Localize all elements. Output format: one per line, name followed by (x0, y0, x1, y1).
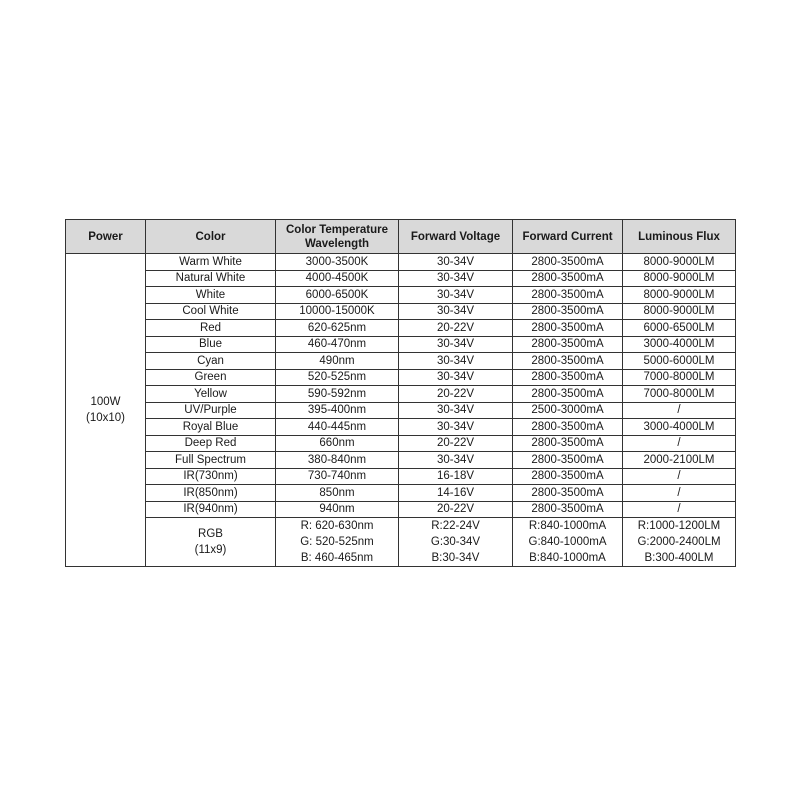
rgb-current-cell (513, 518, 623, 567)
color-cell: Blue (146, 336, 276, 353)
voltage-cell: 20-22V (399, 386, 513, 403)
table-row (66, 303, 736, 320)
temperature-cell: 460-470nm (276, 336, 399, 353)
flux-cell: / (623, 402, 736, 419)
voltage-cell: 30-34V (399, 369, 513, 386)
current-cell: 2800-3500mA (513, 369, 623, 386)
table-row (66, 270, 736, 287)
temperature-cell: 440-445nm (276, 419, 399, 436)
table-row-rgb (66, 518, 736, 567)
flux-cell: / (623, 435, 736, 452)
flux-cell: 8000-9000LM (623, 303, 736, 320)
rgb-color-cell (146, 518, 276, 567)
rgb-voltage-line: G:30-34V (430, 536, 481, 548)
color-cell: Full Spectrum (146, 452, 276, 469)
rgb-current-line: R:840-1000mA (528, 520, 607, 532)
color-cell: Royal Blue (146, 419, 276, 436)
temperature-cell: 380-840nm (276, 452, 399, 469)
table-row (66, 452, 736, 469)
color-cell: Warm White (146, 254, 276, 271)
voltage-cell: 20-22V (399, 501, 513, 518)
table-row (66, 402, 736, 419)
temperature-cell: 850nm (276, 485, 399, 502)
temperature-cell: 3000-3500K (276, 254, 399, 271)
flux-cell: 5000-6000LM (623, 353, 736, 370)
header-forward-current: Forward Current (513, 220, 623, 254)
voltage-cell: 30-34V (399, 353, 513, 370)
temperature-cell: 660nm (276, 435, 399, 452)
color-cell: Red (146, 320, 276, 337)
current-cell: 2800-3500mA (513, 336, 623, 353)
color-cell: White (146, 287, 276, 304)
voltage-cell: 30-34V (399, 254, 513, 271)
flux-cell: 8000-9000LM (623, 270, 736, 287)
power-line1: 100W (90, 396, 121, 408)
flux-cell: 3000-4000LM (623, 336, 736, 353)
rgb-flux-line: B:300-400LM (644, 552, 714, 564)
color-cell: Green (146, 369, 276, 386)
header-power: Power (66, 220, 146, 254)
temperature-cell: 940nm (276, 501, 399, 518)
table-header-row (66, 220, 736, 254)
flux-cell: 8000-9000LM (623, 287, 736, 304)
voltage-cell: 30-34V (399, 287, 513, 304)
header-forward-voltage: Forward Voltage (399, 220, 513, 254)
rgb-flux-line: G:2000-2400LM (637, 536, 721, 548)
current-cell: 2800-3500mA (513, 485, 623, 502)
table-body (66, 254, 736, 567)
rgb-temp-line: R: 620-630nm (300, 520, 374, 532)
table-row (66, 419, 736, 436)
power-line2: (10x10) (86, 412, 125, 424)
color-cell: IR(940nm) (146, 501, 276, 518)
voltage-cell: 20-22V (399, 320, 513, 337)
header-color-temperature-line2: Wavelength (304, 237, 370, 250)
flux-cell: 6000-6500LM (623, 320, 736, 337)
color-cell: UV/Purple (146, 402, 276, 419)
flux-cell: / (623, 501, 736, 518)
table-row (66, 254, 736, 271)
header-color-temperature-line1: Color Temperature (285, 223, 389, 236)
flux-cell: 8000-9000LM (623, 254, 736, 271)
rgb-voltage-line: B:30-34V (431, 552, 480, 564)
temperature-cell: 590-592nm (276, 386, 399, 403)
current-cell: 2800-3500mA (513, 419, 623, 436)
current-cell: 2800-3500mA (513, 287, 623, 304)
current-cell: 2500-3000mA (513, 402, 623, 419)
temperature-cell: 6000-6500K (276, 287, 399, 304)
rgb-current-line: G:840-1000mA (528, 536, 607, 548)
temperature-cell: 520-525nm (276, 369, 399, 386)
current-cell: 2800-3500mA (513, 353, 623, 370)
table-row (66, 287, 736, 304)
rgb-current-line: B:840-1000mA (529, 552, 606, 564)
rgb-flux-cell (623, 518, 736, 567)
header-color-temperature (276, 220, 399, 254)
color-cell: IR(850nm) (146, 485, 276, 502)
table-row (66, 468, 736, 485)
rgb-voltage-cell (399, 518, 513, 567)
power-cell (66, 254, 146, 567)
current-cell: 2800-3500mA (513, 386, 623, 403)
header-luminous-flux: Luminous Flux (623, 220, 736, 254)
color-cell: Natural White (146, 270, 276, 287)
color-cell: Yellow (146, 386, 276, 403)
voltage-cell: 30-34V (399, 402, 513, 419)
table-row (66, 336, 736, 353)
temperature-cell: 10000-15000K (276, 303, 399, 320)
rgb-flux-line: R:1000-1200LM (637, 520, 721, 532)
current-cell: 2800-3500mA (513, 254, 623, 271)
table-row (66, 485, 736, 502)
color-cell: Deep Red (146, 435, 276, 452)
rgb-voltage-line: R:22-24V (431, 520, 480, 532)
table-row (66, 353, 736, 370)
voltage-cell: 30-34V (399, 270, 513, 287)
voltage-cell: 30-34V (399, 419, 513, 436)
flux-cell: / (623, 485, 736, 502)
flux-cell: 7000-8000LM (623, 369, 736, 386)
flux-cell: 3000-4000LM (623, 419, 736, 436)
temperature-cell: 4000-4500K (276, 270, 399, 287)
voltage-cell: 30-34V (399, 452, 513, 469)
color-cell: Cool White (146, 303, 276, 320)
voltage-cell: 16-18V (399, 468, 513, 485)
flux-cell: 7000-8000LM (623, 386, 736, 403)
voltage-cell: 30-34V (399, 303, 513, 320)
current-cell: 2800-3500mA (513, 468, 623, 485)
temperature-cell: 395-400nm (276, 402, 399, 419)
rgb-temp-line: G: 520-525nm (300, 536, 374, 548)
table-row (66, 386, 736, 403)
temperature-cell: 620-625nm (276, 320, 399, 337)
table-row (66, 501, 736, 518)
table-row (66, 369, 736, 386)
temperature-cell: 490nm (276, 353, 399, 370)
color-cell: Cyan (146, 353, 276, 370)
rgb-temp-cell (276, 518, 399, 567)
voltage-cell: 14-16V (399, 485, 513, 502)
rgb-color-line1: RGB (198, 528, 223, 540)
current-cell: 2800-3500mA (513, 320, 623, 337)
header-color: Color (146, 220, 276, 254)
voltage-cell: 30-34V (399, 336, 513, 353)
current-cell: 2800-3500mA (513, 501, 623, 518)
flux-cell: / (623, 468, 736, 485)
table-row (66, 320, 736, 337)
voltage-cell: 20-22V (399, 435, 513, 452)
flux-cell: 2000-2100LM (623, 452, 736, 469)
rgb-color-line2: (11x9) (194, 544, 227, 556)
temperature-cell: 730-740nm (276, 468, 399, 485)
table-row (66, 435, 736, 452)
current-cell: 2800-3500mA (513, 452, 623, 469)
current-cell: 2800-3500mA (513, 435, 623, 452)
led-spec-table (65, 219, 736, 567)
current-cell: 2800-3500mA (513, 270, 623, 287)
current-cell: 2800-3500mA (513, 303, 623, 320)
color-cell: IR(730nm) (146, 468, 276, 485)
rgb-temp-line: B: 460-465nm (300, 552, 374, 564)
